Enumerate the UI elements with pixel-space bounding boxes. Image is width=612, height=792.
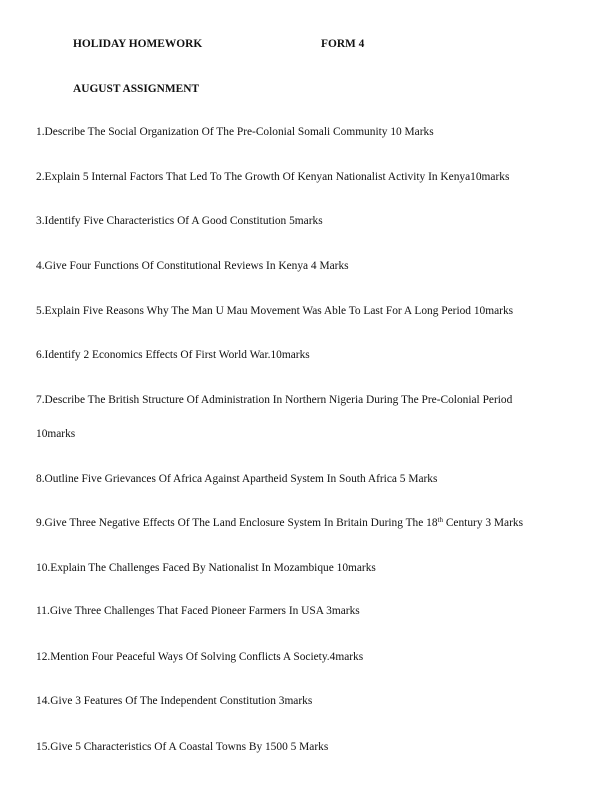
question-7: 7.Describe The British Structure Of Administration In Northern Nigeria During The Pre-Colonial Period — [36, 394, 513, 406]
question-9-text-after: Century 3 Marks — [442, 517, 524, 529]
form-label: FORM 4 — [321, 38, 365, 50]
question-14: 14.Give 3 Features Of The Independent Constitution 3marks — [36, 695, 313, 707]
question-3: 3.Identify Five Characteristics Of A Good Constitution 5marks — [36, 215, 323, 227]
question-11: 11.Give Three Challenges That Faced Pioneer Farmers In USA 3marks — [36, 605, 360, 617]
question-2: 2.Explain 5 Internal Factors That Led To The Growth Of Kenyan Nationalist Activity In Kenya10marks — [36, 171, 510, 183]
question-9-text-before: 9.Give Three Negative Effects Of The Land Enclosure System In Britain During The 18 — [36, 517, 438, 529]
question-15: 15.Give 5 Characteristics Of A Coastal Towns By 1500 5 Marks — [36, 741, 329, 753]
question-1: 1.Describe The Social Organization Of The Pre-Colonial Somali Community 10 Marks — [36, 126, 434, 138]
question-5: 5.Explain Five Reasons Why The Man U Mau Movement Was Able To Last For A Long Period 10marks — [36, 305, 514, 317]
document-title: HOLIDAY HOMEWORK — [73, 38, 203, 50]
question-10: 10.Explain The Challenges Faced By Nationalist In Mozambique 10marks — [36, 562, 376, 574]
question-8: 8.Outline Five Grievances Of Africa Against Apartheid System In South Africa 5 Marks — [36, 473, 438, 485]
question-4: 4.Give Four Functions Of Constitutional Reviews In Kenya 4 Marks — [36, 260, 349, 272]
question-9 — [36, 516, 523, 530]
question-6: 6.Identify 2 Economics Effects Of First World War.10marks — [36, 349, 310, 361]
question-7-continuation: 10marks — [36, 428, 76, 440]
question-12: 12.Mention Four Peaceful Ways Of Solving Conflicts A Society.4marks — [36, 651, 364, 663]
assignment-subtitle: AUGUST ASSIGNMENT — [73, 83, 200, 95]
question-9-superscript: th — [437, 516, 443, 524]
